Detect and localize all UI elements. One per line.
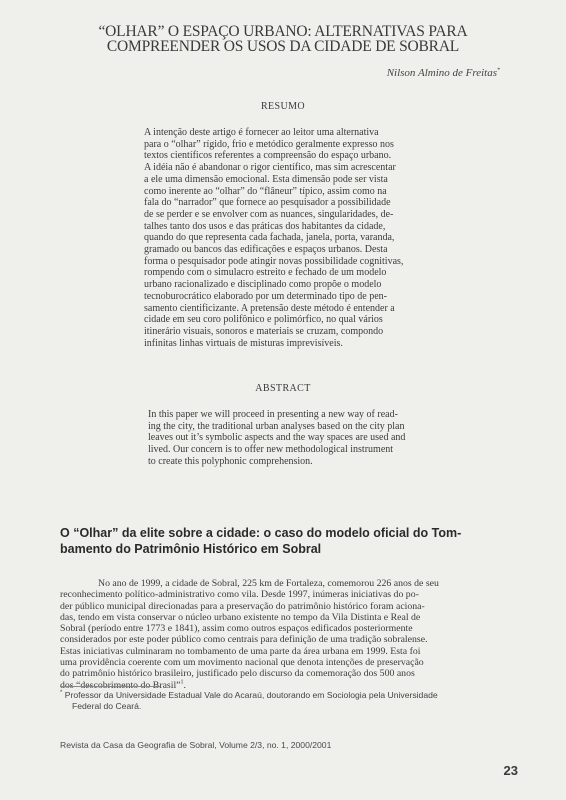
body-line: uma providência coerente com um movimento nacional que denota intenções de preservação	[60, 657, 424, 669]
resumo-line: cidade em seu coro polifônico e polimórfico, no qual vários	[144, 314, 383, 326]
abstract-line: lived. Our concern is to offer new methodological instrument	[148, 444, 394, 456]
footnote-line-1	[60, 690, 510, 701]
abstract-line: In this paper we will proceed in presenting a new way of read-	[148, 409, 398, 420]
author-name	[387, 67, 500, 79]
footnote-line-2: Federal do Ceará.	[72, 701, 142, 711]
section-heading-line-2: bamento do Patrimônio Histórico em Sobral	[60, 542, 322, 556]
resumo-line: rompendo com o simulacro estreito e fechado de um modelo	[144, 267, 387, 279]
article-title	[40, 24, 526, 54]
resumo-line: para o “olhar” rígido, frio e metódico geralmente expresso nos	[144, 138, 394, 150]
resumo-line: samento cientificizante. A pretensão deste método é entender a	[144, 302, 395, 314]
resumo-line: tecnoburocrático elaborado por um determinado tipo de pen-	[144, 290, 387, 302]
abstract-line: ing the city, the traditional urban analyses based on the city plan	[148, 420, 405, 432]
page-number: 23	[503, 763, 518, 778]
resumo-line: textos científicos referentes a compreensão do espaço urbano.	[144, 150, 392, 162]
resumo-paragraph	[144, 127, 444, 349]
footnote-divider	[60, 686, 160, 687]
resumo-line: infinitas linhas virtuais de misturas imprevisíveis.	[144, 337, 343, 349]
body-line: do patrimônio histórico brasileiro, justificado pelo discurso da comemoração dos 500 anos	[60, 668, 415, 680]
body-line: das, tendo em vista conservar o núcleo urbano existente no tempo da Vila Distinta e Real de	[60, 611, 421, 623]
footnote	[60, 690, 510, 712]
abstract-line: to create this polyphonic comprehension.	[148, 455, 313, 467]
body-last-line-text: dos “descobrimento do Brasil”	[60, 679, 181, 691]
section-body-paragraph	[60, 578, 510, 691]
resumo-line: gramado ou bancos das edificações e espaços urbanos. Desta	[144, 244, 388, 256]
resumo-line: como inerente ao “olhar” do “flâneur” típico, assim como na	[144, 185, 387, 197]
section-heading	[60, 525, 510, 557]
footnote-reference: 1	[180, 679, 184, 686]
body-line: considerados por este poder público como centrais para definição de uma tradição sobralense.	[60, 634, 428, 646]
footnote-text-1: Professor da Universidade Estadual Vale do Acaraú, doutorando em Sociologia pela Universidade	[64, 690, 438, 700]
resumo-line: itinerário visuais, sonoros e materiais se cruzam, compondo	[144, 325, 384, 337]
abstract-line: leaves out it’s symbolic aspects and the way spaces are used and	[148, 432, 406, 444]
abstract-heading: ABSTRACT	[255, 383, 311, 394]
author-name-text: Nilson Almino de Freitas	[386, 67, 497, 79]
body-last-line-end: .	[183, 679, 186, 691]
resumo-line: forma o pesquisador pode atingir novas possibilidade cognitivas,	[144, 255, 404, 267]
resumo-line: A idéia não é abandonar o rigor científico, mas sim acrescentar	[144, 162, 396, 174]
resumo-line: fala do “narrador” que fornece ao pesquisador a possibilidade	[144, 197, 391, 209]
resumo-heading: RESUMO	[260, 101, 306, 112]
body-line: der público municipal direcionadas para a preservação do patrimônio histórico foram aciona-	[60, 600, 425, 612]
resumo-line: de se perder e se envolver com as nuances, singularidades, de-	[144, 208, 394, 220]
abstract-paragraph	[148, 409, 448, 468]
resumo-line: urbano racionalizado e disciplinado como propõe o modelo	[144, 279, 382, 291]
journal-citation: Revista da Casa da Geografia de Sobral, Volume 2/3, no. 1, 2000/2001	[60, 740, 332, 750]
author-footnote-mark: *	[497, 67, 500, 74]
resumo-line: talhes tanto dos usos e das práticas dos habitantes da cidade,	[144, 220, 386, 232]
body-line: Sobral (período entre 1773 e 1841), assim como outros espaços edificados posteriormente	[60, 623, 413, 635]
resumo-line: a ele uma dimensão emocional. Esta dimensão pode ser vista	[144, 173, 388, 185]
title-line-1: “OLHAR” O ESPAÇO URBANO: ALTERNATIVAS PARA	[98, 23, 468, 40]
body-line: Estas iniciativas culminaram no tombamento de uma parte da área urbana em 1999. Esta foi	[60, 645, 421, 657]
resumo-line: quando do que representa cada fachada, janela, porta, varanda,	[144, 232, 395, 244]
title-line-2: COMPREENDER OS USOS DA CIDADE DE SOBRAL	[106, 38, 460, 55]
body-line: No ano de 1999, a cidade de Sobral, 225 km de Fortaleza, comemorou 226 anos de seu	[98, 578, 439, 589]
footnote-mark: *	[60, 690, 63, 697]
resumo-line: A intenção deste artigo é fornecer ao leitor uma alternativa	[144, 127, 379, 138]
body-line: reconhecimento político-administrativo como vila. Desde 1997, inúmeras iniciativas do po-	[60, 589, 419, 601]
section-heading-line-1: O “Olhar” da elite sobre a cidade: o caso do modelo oficial do Tom-	[60, 526, 462, 540]
